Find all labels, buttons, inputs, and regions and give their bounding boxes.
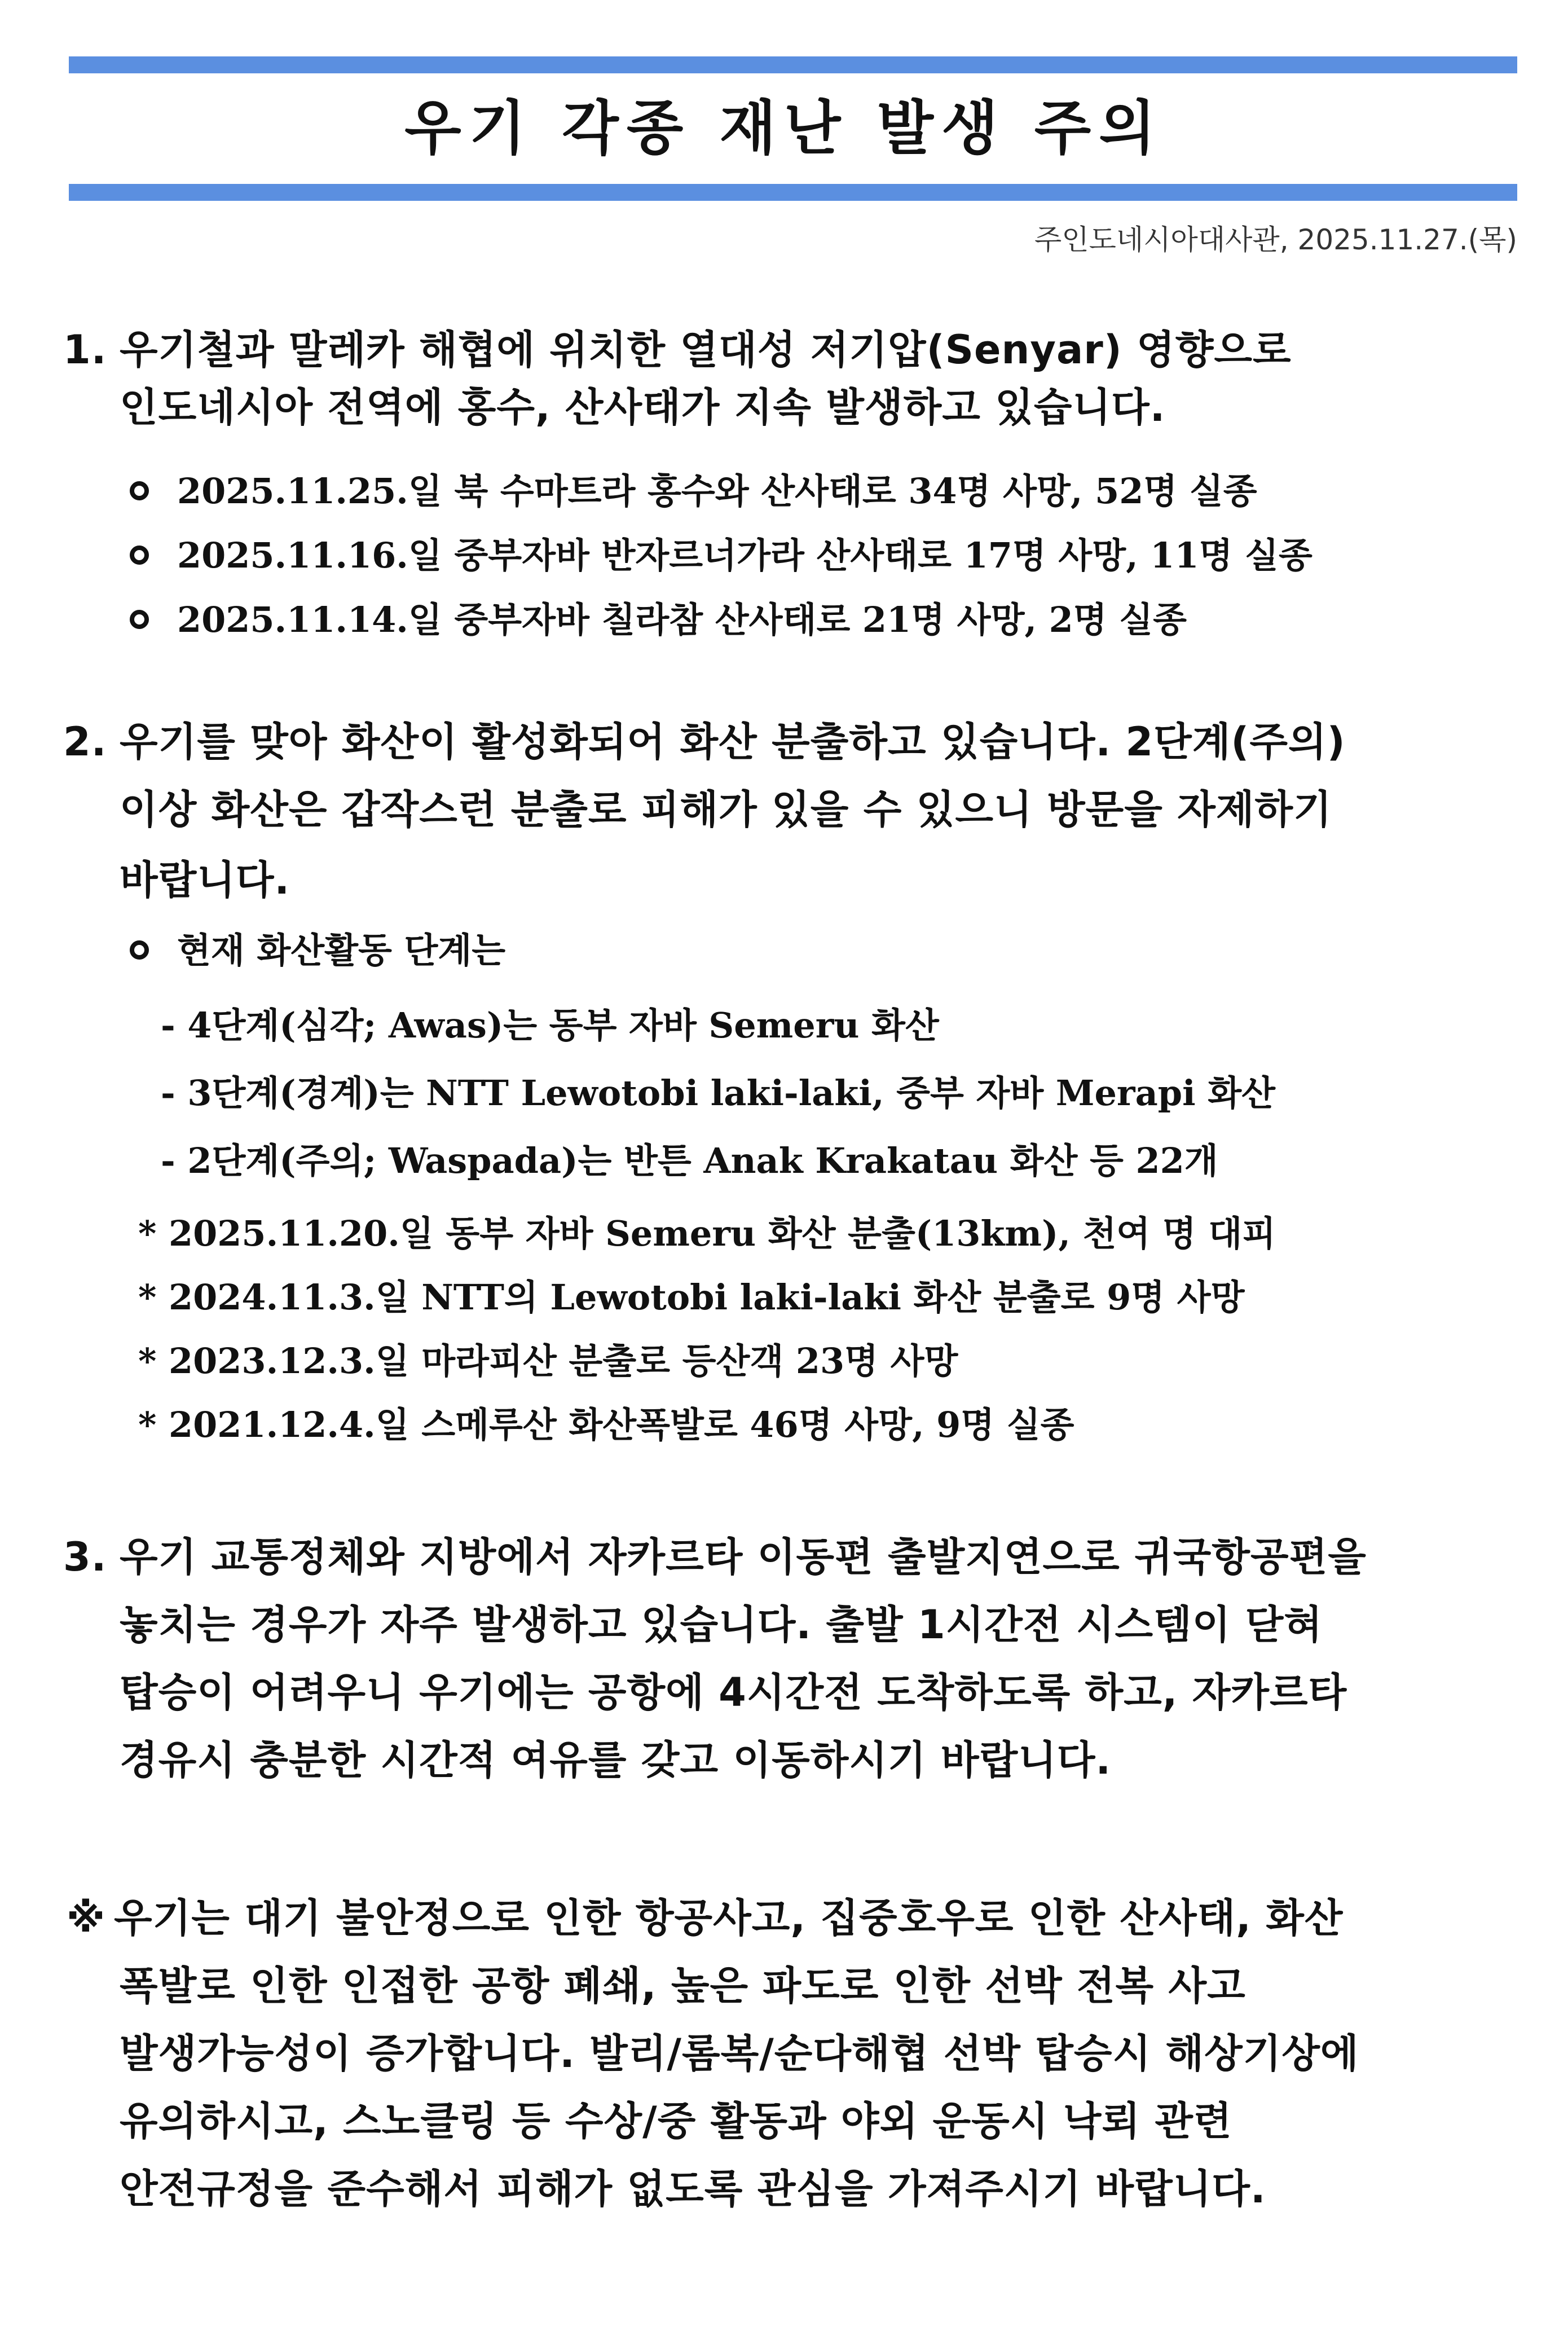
section3-number: 3. (63, 1534, 107, 1580)
section1-item (130, 595, 1187, 645)
circle-bullet-icon (130, 481, 149, 500)
section2-text: 우기를 맞아 화산이 활성화되어 화산 분출하고 있습니다. 2단계(주의) (120, 719, 1346, 765)
note-line (67, 1890, 1344, 1946)
note-line: 안전규정을 준수해서 피해가 없도록 관심을 가져주시기 바랍니다. (120, 2166, 1266, 2212)
section3-line: 탑승이 어려우니 우기에는 공항에 4시간전 도착하도록 하고, 자카르타 (120, 1669, 1347, 1716)
header-rule-bottom (69, 184, 1517, 201)
section1-item-text: 2025.11.14.일 중부자바 칠라참 산사태로 21명 사망, 2명 실종 (177, 599, 1187, 640)
circle-bullet-icon (130, 610, 149, 629)
volcano-status-heading: 현재 화산활동 단계는 (130, 925, 505, 976)
section1-item (130, 530, 1312, 581)
section2-number: 2. (63, 719, 107, 765)
note-line: 폭발로 인한 인접한 공항 폐쇄, 높은 파도로 인한 선박 전복 사고 (120, 1963, 1246, 2009)
circle-bullet-icon (130, 546, 149, 565)
section1-item-text: 2025.11.16.일 중부자바 반자르너가라 산사태로 17명 사망, 11명 실종 (177, 535, 1312, 576)
section3-text: 우기 교통정체와 지방에서 자카르타 이동편 출발지연으로 귀국항공편을 (120, 1534, 1367, 1580)
note-line: 발생가능성이 증가합니다. 발리/롬복/순다해협 선박 탑승시 해상기상에 (120, 2030, 1359, 2077)
section1-item-text: 2025.11.25.일 북 수마트라 홍수와 산사태로 34명 사망, 52명 실종 (177, 470, 1257, 512)
header-rule-top (69, 56, 1517, 73)
section3-line (63, 1529, 1367, 1585)
volcano-level: - 3단계(경계)는 NTT Lewotobi laki-laki, 중부 자바 Merapi 화산 (161, 1072, 1276, 1114)
section2-line: 이상 화산은 갑작스런 분출로 피해가 있을 수 있으니 방문을 자제하기 (120, 786, 1332, 833)
reference-mark-icon: ※ (67, 1895, 106, 1941)
note-line: 유의하시고, 스노클링 등 수상/중 활동과 야외 운동시 낙뢰 관련 (120, 2098, 1232, 2144)
eruption-note: * 2024.11.3.일 NTT의 Lewotobi laki-laki 화산 분출로 9명 사망 (138, 1277, 1245, 1318)
section1-item (130, 466, 1257, 517)
section2-line: 바랍니다. (120, 857, 290, 903)
section1-line (63, 322, 1292, 378)
volcano-level: - 2단계(주의; Waspada)는 반튼 Anak Krakatau 화산 등 22개 (161, 1140, 1218, 1181)
section1-number: 1. (63, 327, 107, 373)
eruption-note: * 2023.12.3.일 마라피산 분출로 등산객 23명 사망 (138, 1340, 958, 1382)
section3-line: 경유시 충분한 시간적 여유를 갖고 이동하시기 바랍니다. (120, 1737, 1112, 1783)
volcano-level: - 4단계(심각; Awas)는 동부 자바 Semeru 화산 (161, 1005, 939, 1046)
section2-line (63, 714, 1346, 770)
eruption-note: * 2025.11.20.일 동부 자바 Semeru 화산 분출(13km), 천여 명 대피 (138, 1213, 1276, 1254)
eruption-note: * 2021.12.4.일 스메루산 화산폭발로 46명 사망, 9명 실종 (138, 1404, 1074, 1445)
page-title: 우기 각종 재난 발생 주의 (404, 94, 1164, 162)
issuer-date: 주인도네시아대사관, 2025.11.27.(목) (1034, 223, 1517, 256)
section1-line: 인도네시아 전역에 홍수, 산사태가 지속 발생하고 있습니다. (120, 384, 1166, 430)
section1-text: 우기철과 말레카 해협에 위치한 열대성 저기압(Senyar) 영향으로 (120, 327, 1292, 373)
section3-line: 놓치는 경우가 자주 발생하고 있습니다. 출발 1시간전 시스템이 닫혀 (120, 1602, 1323, 1648)
note-text: 우기는 대기 불안정으로 인한 항공사고, 집중호우로 인한 산사태, 화산 (114, 1895, 1344, 1941)
circle-bullet-icon (130, 940, 149, 960)
